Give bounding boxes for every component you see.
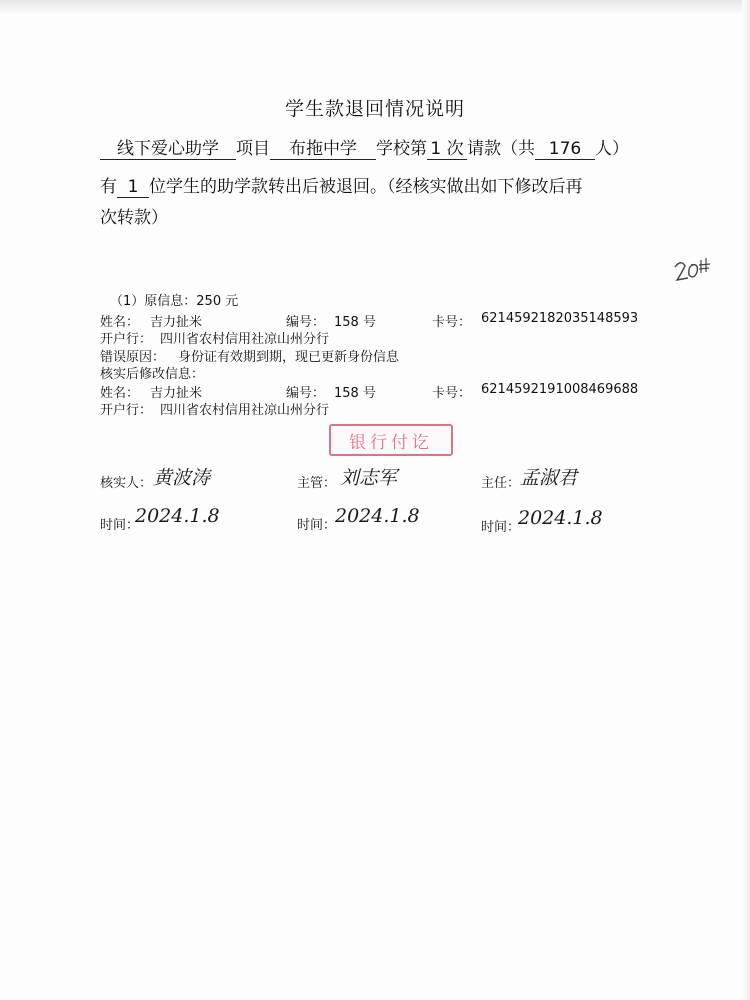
corrected-bank-label: 开户行：: [100, 403, 153, 418]
supervisor-signature: 刘志军: [340, 467, 398, 489]
corrected-name: 吉力扯米: [150, 386, 203, 401]
request-line: [100, 134, 629, 160]
scan-edge-right: [742, 0, 750, 1000]
returned-line: [100, 172, 583, 198]
original-name: 吉力扯米: [150, 315, 203, 330]
request-text: 请款（共: [467, 139, 535, 159]
document-title: 学生款退回情况说明: [284, 98, 465, 120]
returned-text: 位学生的助学款转出后被退回。（经核实做出如下修改后再: [149, 177, 583, 197]
director-date: 2024.1.8: [518, 507, 603, 529]
verifier-label: 核实人：: [100, 476, 153, 491]
corrected-bank: 四川省农村信用社凉山州分行: [160, 403, 330, 418]
corrected-card-label: 卡号：: [432, 386, 472, 401]
original-bank-label: 开户行：: [100, 332, 153, 347]
original-card-label: 卡号：: [432, 315, 472, 330]
verifier-date-label: 时间：: [100, 518, 140, 533]
project-suffix: 项目: [236, 139, 270, 159]
total-count: 176: [535, 139, 595, 160]
original-info-heading: （1）原信息：250 元: [110, 294, 239, 309]
corrected-id: 158 号: [334, 386, 376, 401]
director-date-label: 时间：: [481, 520, 521, 535]
verifier-date: 2024.1.8: [135, 505, 220, 527]
supervisor-label: 主管：: [297, 476, 337, 491]
corrected-info-heading: 核实后修改信息：: [100, 367, 205, 382]
returned-prefix: 有: [100, 177, 117, 197]
original-name-label: 姓名：: [100, 315, 140, 330]
corrected-card-number: 6214592191008469688: [481, 382, 639, 397]
error-reason-label: 错误原因：: [100, 350, 166, 365]
supervisor-date-label: 时间：: [297, 518, 337, 533]
original-id: 158 号: [334, 315, 376, 330]
director-label: 主任：: [481, 476, 521, 491]
director-signature: 孟淑君: [520, 467, 578, 489]
original-card-number: 6214592182035148593: [481, 311, 639, 326]
returned-line-continued: 次转款）: [100, 208, 168, 228]
school-name: 布拖中学: [270, 139, 376, 160]
supervisor-date: 2024.1.8: [335, 505, 420, 527]
scan-edge-top: [0, 0, 750, 14]
returned-count: 1: [117, 177, 149, 198]
original-bank: 四川省农村信用社凉山州分行: [160, 332, 330, 347]
school-suffix: 学校第: [376, 139, 427, 159]
margin-handwritten-note: [672, 255, 718, 291]
bank-paid-stamp: 银行付讫: [329, 424, 453, 456]
original-id-label: 编号：: [286, 315, 326, 330]
corrected-id-label: 编号：: [286, 386, 326, 401]
corrected-name-label: 姓名：: [100, 386, 140, 401]
count-suffix: 人）: [595, 139, 629, 159]
project-name: 线下爱心助学: [100, 139, 236, 160]
error-reason: 身份证有效期到期，现已更新身份信息: [178, 350, 400, 365]
batch-number: 1 次: [427, 139, 467, 160]
verifier-signature: 黄波涛: [153, 467, 211, 489]
